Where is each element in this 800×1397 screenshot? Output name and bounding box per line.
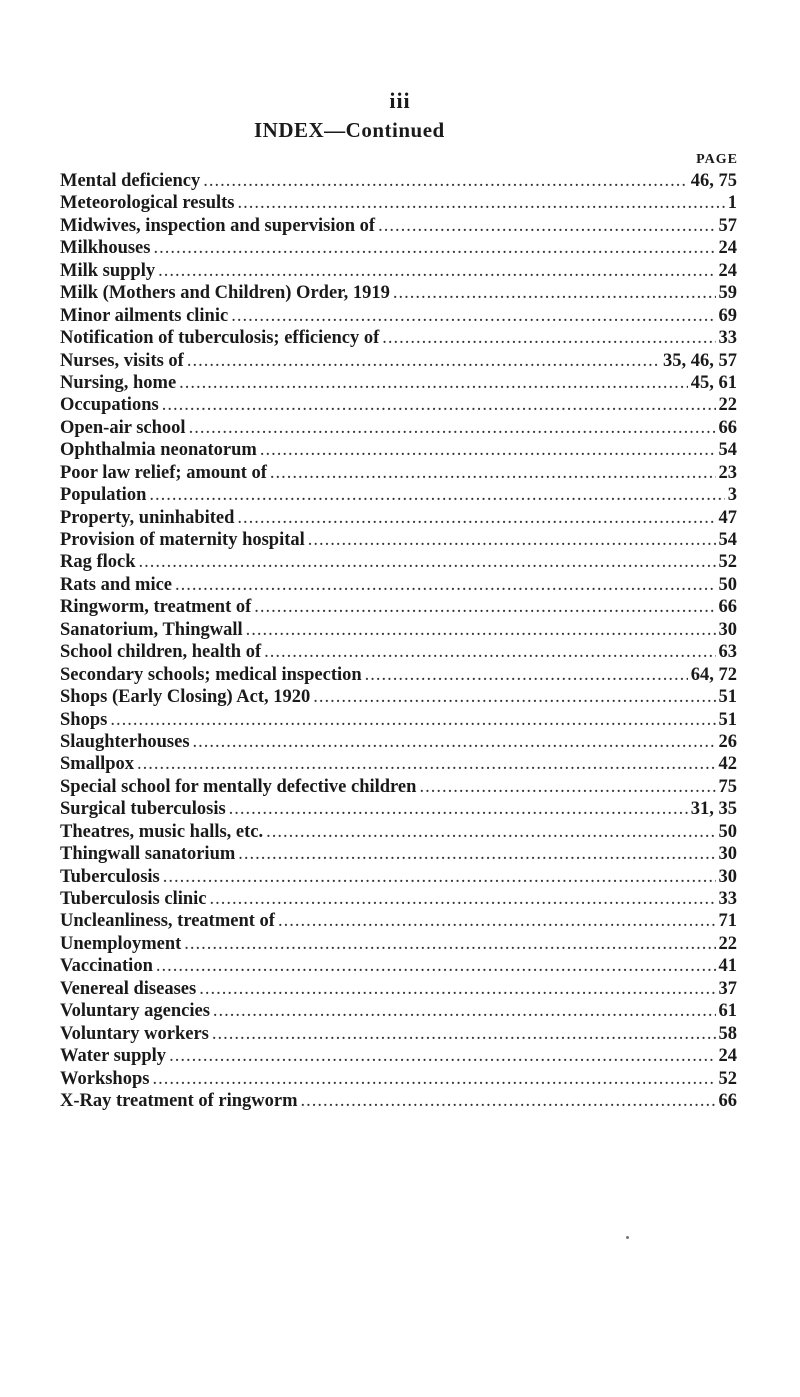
index-entry bbox=[60, 776, 737, 798]
index-entry-pages: 52 bbox=[718, 1068, 737, 1089]
index-entry bbox=[60, 753, 737, 775]
index-entry bbox=[60, 619, 737, 641]
index-entry-term: Sanatorium, Thingwall bbox=[60, 619, 243, 640]
index-entry-term: Tuberculosis bbox=[60, 866, 160, 887]
index-entry-term: Voluntary workers bbox=[60, 1023, 209, 1044]
index-entry-term: X-Ray treatment of ringworm bbox=[60, 1090, 298, 1111]
index-entry-term: Occupations bbox=[60, 395, 159, 416]
index-entry-term: Rats and mice bbox=[60, 574, 173, 595]
dot-leader bbox=[264, 641, 715, 663]
index-entry-pages: 33 bbox=[718, 328, 737, 349]
index-entry-term: Ringworm, treatment of bbox=[60, 597, 252, 618]
index-entry bbox=[60, 350, 737, 372]
dot-leader bbox=[266, 821, 715, 843]
index-entry bbox=[60, 1068, 737, 1090]
dot-leader bbox=[419, 776, 715, 798]
index-entry-pages: 31, 35 bbox=[690, 799, 737, 820]
index-entry-term: Shops (Early Closing) Act, 1920 bbox=[60, 687, 311, 708]
dot-leader bbox=[193, 731, 716, 753]
index-entry-pages: 24 bbox=[718, 260, 737, 281]
index-entry-pages: 50 bbox=[718, 821, 737, 842]
dot-leader bbox=[210, 888, 716, 910]
index-entry bbox=[60, 551, 737, 573]
index-entry-pages: 30 bbox=[718, 844, 737, 865]
index-entry-pages: 57 bbox=[718, 215, 737, 236]
index-entry-term: Vaccination bbox=[60, 956, 153, 977]
index-entry-term: Milkhouses bbox=[60, 238, 151, 259]
index-entry-term: Milk supply bbox=[60, 260, 156, 281]
index-entry-pages: 61 bbox=[718, 1001, 737, 1022]
index-entry-term: Secondary schools; medical inspection bbox=[60, 664, 362, 685]
index-entry-pages: 66 bbox=[718, 1090, 737, 1111]
dot-leader bbox=[231, 305, 715, 327]
index-entry-pages: 59 bbox=[718, 283, 737, 304]
index-entry bbox=[60, 686, 737, 708]
index-entry bbox=[60, 664, 737, 686]
index-entry-term: Thingwall sanatorium bbox=[60, 844, 236, 865]
index-entry-pages: 42 bbox=[718, 754, 737, 775]
index-entry-term: Mental deficiency bbox=[60, 171, 201, 191]
index-entry bbox=[60, 1045, 737, 1067]
index-entry bbox=[60, 394, 737, 416]
dot-leader bbox=[212, 1023, 716, 1045]
dot-leader bbox=[163, 866, 716, 888]
dot-leader bbox=[378, 215, 715, 237]
index-entry-pages: 52 bbox=[718, 552, 737, 573]
page-column-header: PAGE bbox=[696, 152, 738, 167]
index-entry-pages: 75 bbox=[718, 776, 737, 797]
index-entry bbox=[60, 260, 737, 282]
dot-leader bbox=[237, 507, 715, 529]
dot-leader bbox=[139, 551, 716, 573]
index-entry-pages: 45, 61 bbox=[690, 372, 737, 393]
index-entry-term: Provision of maternity hospital bbox=[60, 530, 305, 550]
index-entry-term: Midwives, inspection and supervision of bbox=[60, 215, 376, 236]
index-entry bbox=[60, 439, 737, 461]
index-entry-pages: 50 bbox=[718, 574, 737, 595]
index-entry-term: Workshops bbox=[60, 1068, 150, 1089]
index-entry bbox=[60, 1000, 737, 1022]
dot-leader bbox=[162, 394, 716, 416]
index-entry bbox=[60, 237, 737, 259]
dot-leader bbox=[203, 170, 688, 192]
dot-leader bbox=[156, 955, 716, 977]
dot-leader bbox=[229, 798, 688, 820]
dot-leader bbox=[301, 1090, 716, 1112]
index-entry-pages: 64, 72 bbox=[690, 664, 737, 685]
index-entry-term: Water supply bbox=[60, 1046, 167, 1067]
index-entry-term: Venereal diseases bbox=[60, 978, 197, 999]
dot-leader bbox=[158, 260, 715, 282]
index-entry bbox=[60, 574, 737, 596]
index-entry bbox=[60, 215, 737, 237]
index-entry-term: Theatres, music halls, etc. bbox=[60, 821, 264, 842]
index-entry-pages: 66 bbox=[718, 597, 737, 618]
index-entry bbox=[60, 888, 737, 910]
index-entry-term: Nursing, home bbox=[60, 372, 177, 393]
index-entry-term: Ophthalmia neonatorum bbox=[60, 440, 257, 461]
index-entry-term: Poor law relief; amount of bbox=[60, 462, 267, 483]
index-entry bbox=[60, 529, 737, 551]
index-entry-pages: 23 bbox=[718, 462, 737, 483]
index-entry-term: Special school for mentally defective children bbox=[60, 776, 417, 797]
dot-leader bbox=[246, 619, 716, 641]
index-entry bbox=[60, 1023, 737, 1045]
index-entry-pages: 35, 46, 57 bbox=[663, 350, 737, 371]
index-entry-pages: 41 bbox=[718, 956, 737, 977]
index-entry bbox=[60, 641, 737, 663]
page-title: INDEX—Continued bbox=[254, 118, 445, 142]
dot-leader bbox=[238, 843, 715, 865]
dot-leader bbox=[184, 933, 715, 955]
index-entry-term: Notification of tuberculosis; efficiency of bbox=[60, 328, 380, 349]
dot-leader bbox=[213, 1000, 716, 1022]
index-entry-pages: 30 bbox=[718, 866, 737, 887]
index-entry bbox=[60, 596, 737, 618]
index-entry-term: Slaughterhouses bbox=[60, 731, 190, 752]
index-entry-pages: 54 bbox=[718, 440, 737, 461]
dot-leader bbox=[313, 686, 715, 708]
index-entry bbox=[60, 170, 737, 192]
dot-leader bbox=[260, 439, 716, 461]
index-entry bbox=[60, 798, 737, 820]
index-entry-term: Shops bbox=[60, 709, 108, 730]
index-entry bbox=[60, 933, 737, 955]
index-entry bbox=[60, 978, 737, 1000]
index-entry-term: Property, uninhabited bbox=[60, 507, 235, 528]
index-entry-pages: 30 bbox=[718, 619, 737, 640]
index-entry bbox=[60, 843, 737, 865]
index-entry-term: Meteorological results bbox=[60, 193, 235, 214]
dot-leader bbox=[238, 192, 725, 214]
print-speck bbox=[626, 1236, 629, 1239]
index-entry-pages: 51 bbox=[718, 709, 737, 730]
dot-leader bbox=[169, 1045, 715, 1067]
index-entry bbox=[60, 372, 737, 394]
page-number: iii bbox=[389, 88, 411, 113]
index-entry bbox=[60, 507, 737, 529]
dot-leader bbox=[308, 529, 716, 551]
index-entry bbox=[60, 484, 737, 506]
index-entry-term: Population bbox=[60, 485, 147, 506]
index-entry-pages: 1 bbox=[727, 193, 737, 214]
dot-leader bbox=[270, 462, 716, 484]
index-entry-term: School children, health of bbox=[60, 642, 262, 663]
dot-leader bbox=[254, 596, 715, 618]
index-entry-pages: 26 bbox=[718, 731, 737, 752]
dot-leader bbox=[152, 1068, 715, 1090]
index-entry-term: Smallpox bbox=[60, 754, 135, 775]
index-entry-pages: 3 bbox=[727, 485, 737, 506]
dot-leader bbox=[153, 237, 715, 259]
index-entry bbox=[60, 1090, 737, 1112]
index-entry-term: Minor ailments clinic bbox=[60, 305, 229, 326]
index-entry bbox=[60, 866, 737, 888]
dot-leader bbox=[189, 417, 716, 439]
index-entry-term: Surgical tuberculosis bbox=[60, 799, 226, 820]
index-entry-pages: 69 bbox=[718, 305, 737, 326]
dot-leader bbox=[382, 327, 715, 349]
index-entry-term: Tuberculosis clinic bbox=[60, 889, 207, 909]
index-entry bbox=[60, 910, 737, 932]
index-entry bbox=[60, 417, 737, 439]
index-entry-pages: 22 bbox=[718, 395, 737, 416]
dot-leader bbox=[393, 282, 716, 304]
index-entry-term: Milk (Mothers and Children) Order, 1919 bbox=[60, 283, 390, 304]
index-entry-term: Unemployment bbox=[60, 933, 182, 954]
index-entry bbox=[60, 709, 737, 731]
index-entry-pages: 22 bbox=[718, 933, 737, 954]
index-entry-pages: 24 bbox=[718, 238, 737, 259]
dot-leader bbox=[175, 574, 715, 596]
dot-leader bbox=[137, 753, 715, 775]
index-entry-pages: 51 bbox=[718, 687, 737, 708]
index-entry-pages: 37 bbox=[718, 978, 737, 999]
index-entry bbox=[60, 305, 737, 327]
index-entry bbox=[60, 955, 737, 977]
index-entry bbox=[60, 731, 737, 753]
dot-leader bbox=[179, 372, 688, 394]
index-entry-term: Rag flock bbox=[60, 552, 136, 573]
index-entry-pages: 33 bbox=[718, 889, 737, 909]
index-entry-pages: 47 bbox=[718, 507, 737, 528]
index-entry bbox=[60, 462, 737, 484]
index-entry-pages: 24 bbox=[718, 1046, 737, 1067]
dot-leader bbox=[149, 484, 724, 506]
index-entry-pages: 63 bbox=[718, 642, 737, 663]
index-entry-term: Uncleanliness, treatment of bbox=[60, 911, 275, 932]
index-entry-pages: 66 bbox=[718, 417, 737, 438]
index-entry-term: Nurses, visits of bbox=[60, 350, 184, 371]
index-entry-term: Voluntary agencies bbox=[60, 1001, 210, 1022]
index-entry-pages: 58 bbox=[718, 1023, 737, 1044]
dot-leader bbox=[365, 664, 688, 686]
index-entry bbox=[60, 327, 737, 349]
index-entry-term: Open-air school bbox=[60, 417, 186, 438]
dot-leader bbox=[199, 978, 715, 1000]
index-entry bbox=[60, 821, 737, 843]
index-entry-pages: 54 bbox=[718, 530, 737, 550]
index-entry bbox=[60, 192, 737, 214]
dot-leader bbox=[110, 709, 715, 731]
dot-leader bbox=[187, 350, 660, 372]
index-entry-pages: 46, 75 bbox=[690, 171, 737, 191]
dot-leader bbox=[278, 910, 716, 932]
index-entry-pages: 71 bbox=[718, 911, 737, 932]
index-entry bbox=[60, 282, 737, 304]
index-entry-list bbox=[60, 170, 737, 1112]
